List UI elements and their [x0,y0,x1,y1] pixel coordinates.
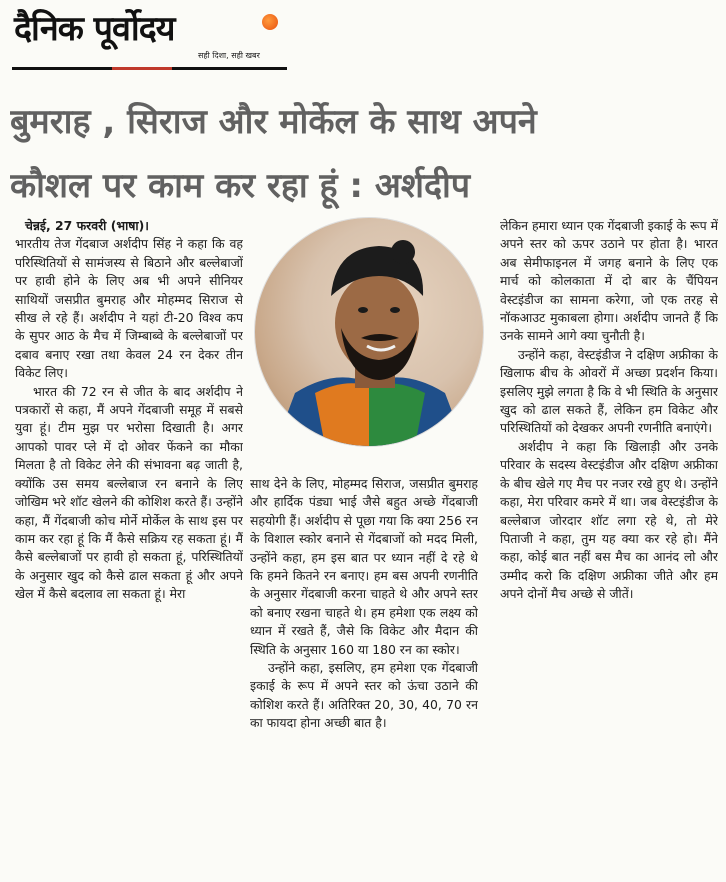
masthead [0,0,300,72]
logo-dot-icon [262,14,278,30]
headline-line-1: बुमराह , सिराज और मोर्केल के साथ अपने [10,102,537,142]
article-column-1 [15,217,243,877]
article-paragraph: भारत की 72 रन से जीत के बाद अर्शदीप ने पत्रकारों से कहा, मैं अपने गेंदबाजी समूह में सबसे युवा हूं। टीम मुझ पर भरोसा दिखाती है। अगर आपको पावर प्ले में दो ओवर फेंकने का मौका मिलता है तो विकेट लेने की संभावना बढ़ जाती है, क्योंकि उस समय बल्लेबाज रन बनाने के लिए जोखिम भरे शॉट खेलने की कोशिश करते हैं। उन्होंने कहा, मैं गेंदबाजी कोच मोर्ने मोर्केल के साथ इस पर काम कर रहा हूं कि मैं कैसे सक्रिय रह सकता हूं। मैं कैसे बल्लेबाजों पर हावी हो सकता हूं, परिस्थितियों के अनुसार खुद को कैसे ढाल सकता हूं और अपने खेल में कैसे बदलाव ला सकता हूं। मेरा [15,383,243,602]
player-portrait-illustration [255,218,483,446]
article-paragraph: साथ देने के लिए, मोहम्मद सिराज, जसप्रीत बुमराह और हार्दिक पंड्या भाई जैसे बहुत अच्छे गेंदबाजी सहयोगी हैं। अर्शदीप से पूछा गया कि क्या 256 रन के विशाल स्कोर बनाने से गेंदबाजों को मदद मिली, उन्होंने कहा, हम इस बात पर ध्यान नहीं दे रहे थे कि हमने कितने रन बनाए। हम बस अपनी रणनीति के अनुसार गेंदबाजी करना चाहते थे और अपने स्तर को बनाए रखना चाहते थे। हम हमेशा एक लक्ष्य को ध्यान में रखते हैं, जैसे कि विकेट और मैदान की स्थिति के अनुसार 160 या 180 रन का स्कोर। [250,476,478,657]
article-headline [10,90,716,218]
article-paragraph: उन्होंने कहा, इसलिए, हम हमेशा एक गेंदबाजी इकाई के रूप में अपने स्तर को ऊंचा उठाने की कोशिश करते हैं। अतिरिक्त 20, 30, 40, 70 रन का फायदा होना अच्छी बात है। [250,660,478,731]
player-photo [255,218,483,448]
article-paragraph: अर्शदीप ने कहा कि खिलाड़ी और उनके परिवार के सदस्य वेस्टइंडीज और दक्षिण अफ्रीका के बीच खेले गए मैच पर नजर रखे हुए थे। उन्होंने कहा, मेरा परिवार कमरे में था। जब वेस्टइंडीज के बल्लेबाज जोरदार शॉट लगा रहे थे, तो मेरे पिताजी ने कहा, तुम यह क्या कर रहे हो। मैंने कहा, कोई बात नहीं बस मैच का आनंद लो और उम्मीद करो कि दक्षिण अफ्रीका जीते और हम अपने दोनों मैच अच्छे से जीतें। [500,438,718,602]
article-paragraph: लेकिन हमारा ध्यान एक गेंदबाजी इकाई के रूप में अपने स्तर को ऊपर उठाने पर होता है। भारत अब सेमीफाइनल में जगह बनाने के लिए एक मार्च को कोलकाता में दो बार के चैंपियन वेस्टइंडीज का सामना करेगा, जो एक तरह से नॉकआउट मुकाबला होगा। अर्शदीप जानते हैं कि उनके सामने आगे क्या चुनौती है। [500,218,718,344]
article-dateline: चेन्नई, 27 फरवरी (भाषा)। [25,218,150,233]
newspaper-tagline: सही दिशा, सही खबर [198,51,260,60]
newspaper-logo: दैनिक पूर्वोदय [14,9,175,49]
article-column-3 [500,217,718,879]
article-paragraph: भारतीय तेज गेंदबाज अर्शदीप सिंह ने कहा कि वह परिस्थितियों से सामंजस्य से बिठाने और बल्लेबाजों पर हावी होने के लिए अब भी अपने सीनियर साथियों जसप्रीत बुमराह और मोहम्मद सिराज से सीख ले रहे हैं। अर्शदीप ने यहां टी-20 विश्व कप के सुपर आठ के मैच में जिम्बाब्वे के बल्लेबाजों पर दबाव बनाए रखा तथा केवल 24 रन देकर तीन विकेट लिए। [15,236,243,381]
headline-line-2: कौशल पर काम कर रहा हूं : अर्शदीप [10,166,471,206]
article-paragraph: उन्होंने कहा, वेस्टइंडीज ने दक्षिण अफ्रीका के खिलाफ बीच के ओवरों में अच्छा प्रदर्शन किया। इसलिए मुझे लगता है कि वे भी स्थिति के अनुसार खुद को ढाल सकते हैं, लेकिन हम विकेट और परिस्थितियों को देखकर अपनी रणनीति बनाएंगे। [500,346,718,436]
article-column-2 [250,475,478,879]
masthead-rule-accent [112,67,172,70]
